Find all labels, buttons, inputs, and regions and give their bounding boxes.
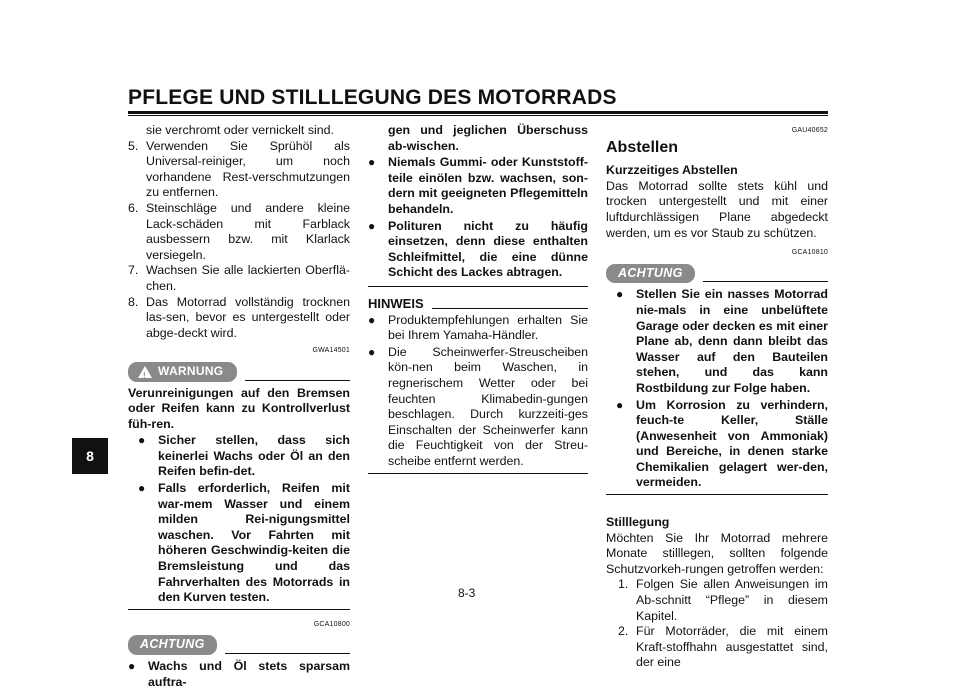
bullet-dot-icon: ●	[368, 344, 376, 359]
bullet-text: Produktempfehlungen erhalten Sie bei Ihrem Yamaha-Händler.	[388, 312, 588, 343]
bullet-text: Um Korrosion zu verhindern, feuch-te Keller, Ställe (Anwesenheit von Ammoniak) und Bereiche, in denen starke Chemikalien gelagert wer-den, vermeiden.	[636, 397, 828, 490]
header-rule-thin	[128, 115, 828, 116]
list-text: Verwenden Sie Sprühöl als Universal-reiniger, um noch vorhandene Rest-verschmutzungen zu entfernen.	[146, 138, 350, 200]
section-code: GAU40652	[791, 127, 828, 134]
warning-code: GWA14501	[312, 347, 350, 355]
bullet-dot-icon: ●	[138, 433, 146, 448]
note-label: HINWEIS	[368, 295, 424, 311]
list-number: 7.	[128, 263, 139, 278]
warning-end-rule	[128, 609, 350, 610]
header-rule	[128, 111, 828, 114]
intro-text: sie verchromt oder vernickelt sind.	[146, 123, 334, 137]
list-item	[618, 624, 828, 671]
bullet-text: Stellen Sie ein nasses Motorrad nie-mals in eine unbelüftete Garage oder decken es mit einer Plane ab, denn dann bleibt das Wasser auf den Bauteilen stehen, und das kann Rostbildung zur Folge haben.	[636, 287, 828, 395]
warning-triangle-icon: !	[138, 366, 152, 378]
list-item	[128, 263, 350, 294]
list-text: Folgen Sie allen Anweisungen im Ab-schnitt “Pflege” in diesem Kapitel.	[636, 577, 828, 623]
bullet-text: Wachs und Öl stets sparsam auftra-	[148, 659, 350, 689]
bullet-text: Niemals Gummi- oder Kunststoff-teile einölen bzw. wachsen, son-dern mit geeigneten Pflegemitteln behandeln.	[388, 155, 588, 216]
list-text: Das Motorrad vollständig trocknen las-sen, bevor es untergestellt oder abge-deckt wird.	[146, 294, 350, 340]
bullet-text: Sicher stellen, dass sich keinerlei Wachs oder Öl an den Reifen befin-det.	[158, 433, 350, 479]
bullet-item	[368, 345, 588, 470]
bullet-text: Falls erforderlich, Reifen mit war-mem Wasser und einem milden Rei-nigungsmittel waschen. Vor Fahrten mit höheren Geschwindig-keiten die Bremsleistung und das Fahrverhalten des Motorrads in den Kurven testen.	[158, 481, 350, 605]
column-2	[368, 123, 588, 474]
caution-end-rule	[606, 494, 828, 495]
list-item	[128, 295, 350, 342]
short-storage-text: Das Motorrad sollte stets kühl und trocken untergestellt und mit einer luftdurchlässigen Plane abgedeckt werden, um es vor Staub zu schützen.	[606, 178, 828, 240]
list-number: 2.	[618, 624, 629, 639]
list-number: 1.	[618, 577, 629, 592]
warning-text: Verunreinigungen auf den Bremsen oder Reifen kann zu Kontrollverlust füh-ren.	[128, 385, 350, 431]
bullet-dot-icon: ●	[368, 312, 376, 327]
bullet-dot-icon: ●	[368, 218, 376, 233]
page-number: 8-3	[458, 586, 476, 600]
column-1	[128, 123, 350, 690]
warning-sign-row	[128, 362, 350, 382]
caution-continued: gen und jeglichen Überschuss ab-wischen.	[388, 123, 588, 153]
short-storage-title: Kurzzeitiges Abstellen	[606, 163, 738, 178]
caution-code: GCA10800	[313, 620, 350, 628]
bullet-item	[616, 398, 828, 492]
bullet-text: Die Scheinwerfer-Streuscheiben kön-nen beim Waschen, in regnerischem Wetter oder bei feuchten Klimabedin-gungen beschlagen. Durch kurzzeiti-ges Einschalten der Scheinwerfer kann die Feuchtigkeit von der Streu-scheibe entfernt werden.	[388, 344, 588, 468]
storage-title: Stilllegung	[606, 515, 670, 530]
sign-rule	[432, 308, 588, 309]
page-header-title: PFLEGE UND STILLLEGUNG DES MOTORRADS	[128, 86, 617, 109]
caution-sign-row	[128, 635, 350, 655]
sign-rule	[703, 281, 828, 282]
bullet-item	[368, 313, 588, 344]
bullet-item	[368, 219, 588, 281]
column-3	[606, 123, 828, 671]
bullet-item	[616, 287, 828, 396]
list-item	[128, 139, 350, 201]
note-heading-row	[368, 296, 588, 312]
sign-rule	[245, 380, 350, 381]
bullet-item	[138, 433, 350, 480]
bullet-dot-icon: ●	[616, 397, 624, 412]
sign-rule	[225, 653, 350, 654]
bullet-item	[138, 481, 350, 606]
list-number: 8.	[128, 294, 139, 309]
warning-label: WARNUNG	[158, 363, 224, 378]
bullet-dot-icon: ●	[616, 287, 624, 302]
bullet-dot-icon: ●	[138, 481, 146, 496]
caution-code: GCA10810	[791, 249, 828, 257]
list-text: Steinschläge und andere kleine Lack-schäden mit Farblack ausbessern bzw. mit Klarlack versiegeln.	[146, 200, 350, 262]
list-item	[618, 577, 828, 624]
bullet-dot-icon: ●	[128, 659, 136, 673]
bullet-item	[128, 659, 350, 690]
storage-text: Möchten Sie Ihr Motorrad mehrere Monate stilllegen, sollten folgende Schutzvorkeh-rungen getroffen werden:	[606, 530, 828, 576]
caution-sign-row	[606, 264, 828, 284]
note-end-rule	[368, 473, 588, 474]
list-text: Wachsen Sie alle lackierten Oberflä-chen.	[146, 263, 350, 293]
caution-badge: ACHTUNG	[128, 635, 217, 655]
bullet-text: Polituren nicht zu häufig einsetzen, denn diese enthalten Schleifmittel, die eine dünne Schicht des Lackes abtragen.	[388, 218, 588, 280]
list-item	[128, 201, 350, 263]
bullet-dot-icon: ●	[368, 155, 376, 170]
list-number: 6.	[128, 200, 139, 215]
bullet-item	[368, 155, 588, 217]
caution-badge: ACHTUNG	[606, 264, 695, 284]
chapter-tab: 8	[72, 438, 108, 474]
caution-end-rule	[368, 286, 588, 287]
list-text: Für Motorräder, die mit einem Kraft-stoffhahn ausgestattet sind, der eine	[636, 624, 828, 670]
warning-badge	[128, 362, 237, 382]
section-title: Abstellen	[606, 138, 679, 156]
list-number: 5.	[128, 138, 139, 153]
